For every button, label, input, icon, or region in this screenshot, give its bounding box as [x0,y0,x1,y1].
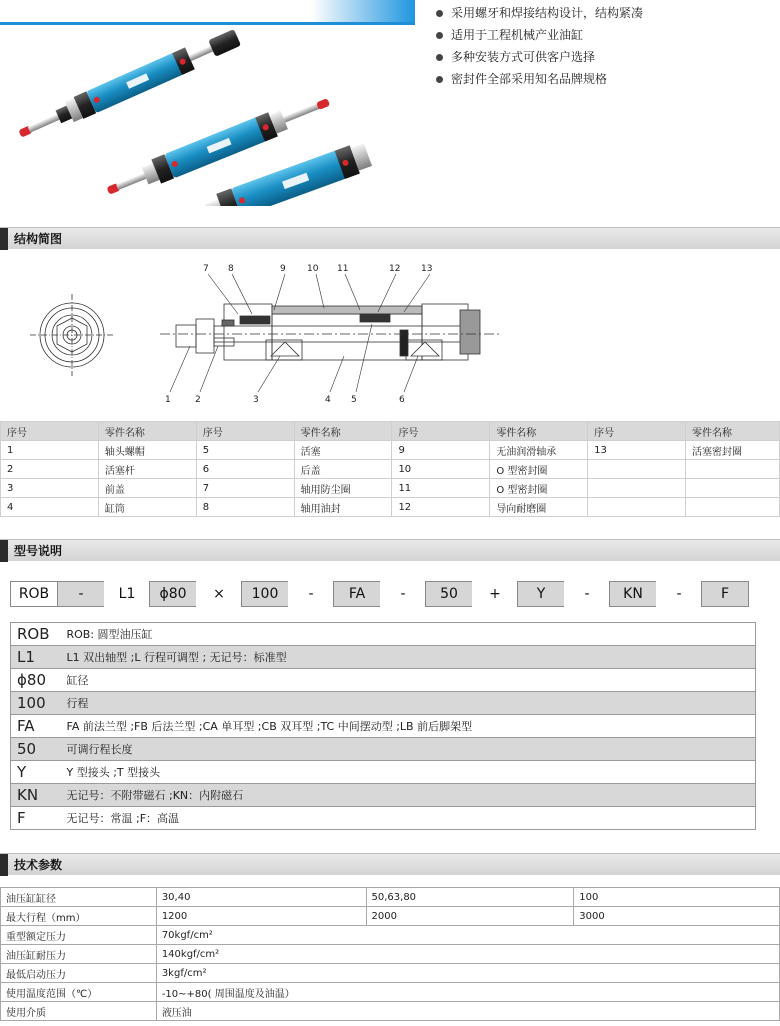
table-row [1,441,780,460]
model-code-separator: - [564,581,610,607]
table-cell [588,479,686,498]
code-key: FA [11,715,65,738]
column-header: 零件名称 [686,422,780,441]
callout-label: 6 [399,395,405,405]
model-code-segment: 50 [425,581,473,607]
code-key: 100 [11,692,65,715]
table-cell: 7 [196,479,294,498]
tech-params-table [0,887,780,1021]
bullet-icon [436,32,443,39]
code-description: L1 双出轴型 ;L 行程可调型 ; 无记号：标准型 [65,646,756,669]
table-cell: 活塞杆 [98,460,196,479]
column-header: 零件名称 [294,422,392,441]
table-cell: 9 [392,441,490,460]
param-value: 50,63,80 [366,888,574,907]
table-cell [588,460,686,479]
table-row [11,807,756,830]
header-accent-bar [0,0,415,24]
column-header: 序号 [196,422,294,441]
column-header: 序号 [1,422,99,441]
table-cell: 无油润滑轴承 [490,441,588,460]
section-marker [0,228,8,250]
section-marker [0,540,8,562]
table-row [11,692,756,715]
model-code-row [10,581,756,607]
callout-label: 8 [228,264,234,274]
table-cell: 11 [392,479,490,498]
feature-item: 适用于工程机械产业油缸 [436,24,776,46]
table-cell: 活塞密封圈 [686,441,780,460]
parts-table [0,421,780,517]
table-cell: 8 [196,498,294,517]
param-label: 油压缸耐压力 [1,945,157,964]
param-label: 使用介质 [1,1002,157,1021]
table-cell [686,479,780,498]
code-description: FA 前法兰型 ;FB 后法兰型 ;CA 单耳型 ;CB 双耳型 ;TC 中间摆动型 ;LB 前后脚架型 [65,715,756,738]
model-code-segment: KN [609,581,657,607]
table-cell: 1 [1,441,99,460]
model-code-segment: 100 [241,581,289,607]
table-cell: 2 [1,460,99,479]
table-cell: 轴头螺帽 [98,441,196,460]
param-value: 3000 [574,907,780,926]
param-value: 1200 [156,907,366,926]
table-row [1,983,780,1002]
code-description: 行程 [65,692,756,715]
model-code-separator: - [656,581,702,607]
header-accent-line [0,22,415,25]
table-row [1,926,780,945]
model-code-segment: Y [517,581,565,607]
table-cell: 6 [196,460,294,479]
table-cell: 前盖 [98,479,196,498]
code-description: 无记号：常温 ;F：高温 [65,807,756,830]
table-row [1,1002,780,1021]
column-header: 序号 [588,422,686,441]
model-code-separator: + [472,581,518,607]
param-value: -10~+80( 周围温度及油温） [156,983,779,1002]
callout-label: 4 [325,395,331,405]
column-header: 序号 [392,422,490,441]
table-cell: 10 [392,460,490,479]
param-value: 液压油 [156,1002,779,1021]
param-label: 使用温度范围（℃） [1,983,157,1002]
table-cell: 缸筒 [98,498,196,517]
table-cell: 3 [1,479,99,498]
bullet-icon [436,10,443,17]
feature-item: 多种安装方式可供客户选择 [436,46,776,68]
table-row [1,888,780,907]
feature-list [436,2,776,90]
table-row [1,479,780,498]
param-value: 100 [574,888,780,907]
model-code-segment: ROB [10,581,58,607]
table-cell: 5 [196,441,294,460]
model-code-segment: L1 [104,581,150,607]
structure-diagram [0,252,780,417]
model-explain-table [10,622,756,830]
section-header-model [0,539,780,561]
table-row [1,460,780,479]
product-photo [0,26,415,206]
code-key: ROB [11,623,65,646]
table-header-row [1,422,780,441]
code-key: F [11,807,65,830]
table-cell: 后盖 [294,460,392,479]
code-description: Y 型接头 ;T 型接头 [65,761,756,784]
callout-label: 12 [389,264,401,274]
table-cell: 4 [1,498,99,517]
table-row [1,907,780,926]
model-code-separator: - [57,581,105,607]
callout-label: 11 [337,264,349,274]
bullet-icon [436,76,443,83]
model-code-separator: - [288,581,334,607]
code-key: Y [11,761,65,784]
code-key: KN [11,784,65,807]
callout-label: 3 [253,395,259,405]
model-code-segment: F [701,581,749,607]
section-marker [0,854,8,876]
section-title: 技术参数 [14,858,63,872]
param-label: 最大行程（mm） [1,907,157,926]
code-key: L1 [11,646,65,669]
table-cell [686,498,780,517]
column-header: 零件名称 [490,422,588,441]
param-label: 重型额定压力 [1,926,157,945]
table-row [11,738,756,761]
callout-label: 1 [165,395,171,405]
table-row [1,498,780,517]
table-cell: O 型密封圈 [490,460,588,479]
section-title: 型号说明 [14,544,63,558]
callout-label: 5 [351,395,357,405]
table-row [11,784,756,807]
param-value: 3kgf/cm² [156,964,779,983]
table-cell: 导向耐磨圈 [490,498,588,517]
table-cell: 13 [588,441,686,460]
table-row [11,623,756,646]
callout-label: 2 [195,395,201,405]
table-cell: 轴用防尘圈 [294,479,392,498]
bullet-icon [436,54,443,61]
section-title: 结构简图 [14,232,63,246]
table-row [1,945,780,964]
param-value: 70kgf/cm² [156,926,779,945]
code-description: 可调行程长度 [65,738,756,761]
feature-item: 密封件全部采用知名品牌规格 [436,68,776,90]
table-cell [686,460,780,479]
table-cell: 活塞 [294,441,392,460]
model-code-separator: - [380,581,426,607]
column-header: 零件名称 [98,422,196,441]
table-cell: 轴用油封 [294,498,392,517]
table-cell: O 型密封圈 [490,479,588,498]
section-header-tech [0,853,780,875]
code-key: ϕ80 [11,669,65,692]
callout-label: 7 [203,264,209,274]
callout-label: 10 [307,264,319,274]
callout-label: 13 [421,264,433,274]
code-key: 50 [11,738,65,761]
param-value: 140kgf/cm² [156,945,779,964]
table-cell: 12 [392,498,490,517]
table-row [11,715,756,738]
model-code-separator: × [196,581,242,607]
param-label: 油压缸缸径 [1,888,157,907]
table-row [1,964,780,983]
table-cell [588,498,686,517]
section-header-structure [0,227,780,249]
code-description: 无记号：不附带磁石 ;KN：内附磁石 [65,784,756,807]
table-row [11,761,756,784]
param-value: 30,40 [156,888,366,907]
table-row [11,646,756,669]
model-code-segment: ϕ80 [149,581,197,607]
feature-item: 采用螺牙和焊接结构设计，结构紧凑 [436,2,776,24]
callout-label: 9 [280,264,286,274]
param-label: 最低启动压力 [1,964,157,983]
code-description: 缸径 [65,669,756,692]
table-row [11,669,756,692]
param-value: 2000 [366,907,574,926]
code-description: ROB: 圆型油压缸 [65,623,756,646]
model-code-segment: FA [333,581,381,607]
